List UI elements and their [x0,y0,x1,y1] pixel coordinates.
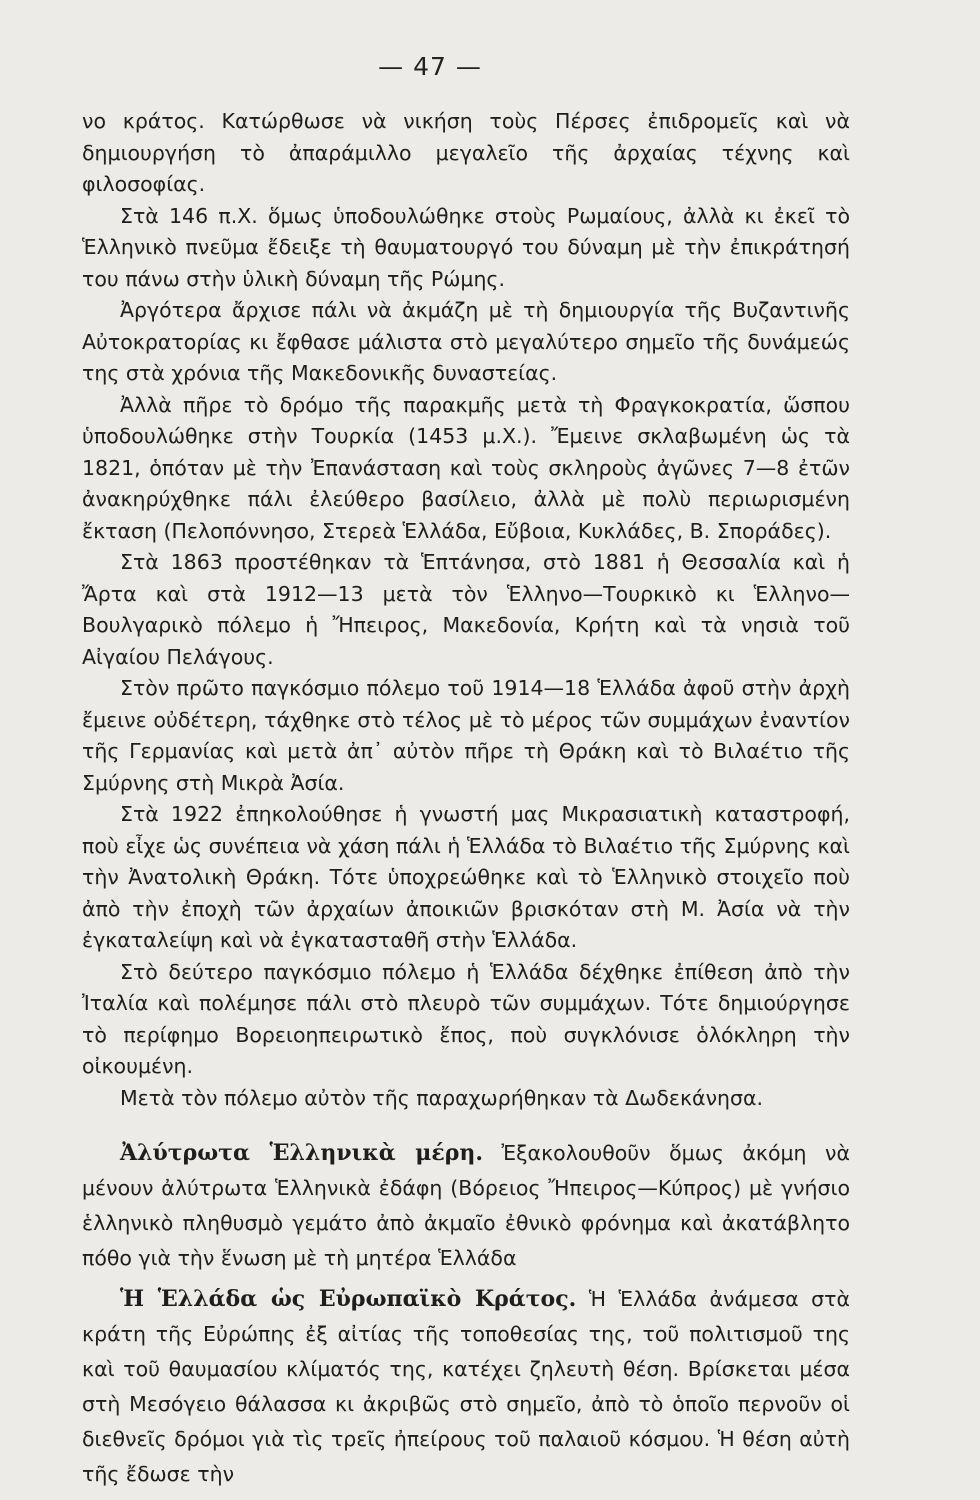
paragraph: Στὰ 146 π.Χ. ὅμως ὑποδουλώθηκε στοὺς Ρωμαίους, ἀλλὰ κι ἐκεῖ τὸ Ἑλληνικὸ πνεῦμα ἔδειξε τὴ θαυματουργό του δύναμη μὲ τὴν ἐπικράτησή του πάνω στὴν ὑλικὴ δύναμη τῆς Ρώμης. [82,203,850,291]
paragraph: Ἀλλὰ πῆρε τὸ δρόμο τῆς παρακμῆς μετὰ τὴ Φραγκοκρατία, ὥσπου ὑποδουλώθηκε στὴν Τουρκία (1453 μ.Χ.). Ἔμεινε σκλαβωμένη ὡς τὰ 1821, ὁπόταν μὲ τὴν Ἐπανάσταση καὶ τοὺς σκληροὺς ἀγῶνες 7—8 ἐτῶν ἀνακηρύχθηκε πάλι ἐλεύθερο βασίλειο, ἀλλὰ μὲ πολὺ περιωρισμένη ἔκταση (Πελοπόννησο, Στερεὰ Ἑλλάδα, Εὔβοια, Κυκλάδες, Β. Σποράδες). [82,392,850,543]
section-european-state [82,1282,850,1492]
body-text [82,106,850,1492]
paragraph: Ἀργότερα ἄρχισε πάλι νὰ ἀκμάζη μὲ τὴ δημιουργία τῆς Βυζαντινῆς Αὐτοκρατορίας κι ἔφθασε μάλιστα στὸ μεγαλύτερο σημεῖο τῆς δυνάμεώς της στὰ χρόνια τῆς Μακεδονικῆς δυναστείας. [82,298,850,385]
section-text: Ἡ Ἑλλάδα ἀνάμεσα στὰ κράτη τῆς Εὐρώπης ἐξ αἰτίας τῆς τοποθεσίας της, τοῦ πολιτισμοῦ της καὶ τοῦ θαυμασίου κλίματός της, κατέχει ζηλευτὴ θέση. Βρίσκεται μέσα στὴ Μεσόγειο θάλασσα κι ἀκριβῶς στὸ σημεῖο, ἀπὸ τὸ ὁποῖο περνοῦν οἱ διεθνεῖς δρόμοι γιὰ τὶς τρεῖς ἠπείρους τοῦ παλαιοῦ κόσμου. Ἡ θέση αὐτὴ τῆς ἔδωσε τὴν [82,1287,850,1486]
section-heading: Ἡ Ἑλλάδα ὡς Εὐρωπαϊκὸ Κράτος. [120,1286,577,1312]
section-unredeemed [82,1136,850,1276]
paragraph: Στὰ 1863 προστέθηκαν τὰ Ἑπτάνησα, στὸ 1881 ἡ Θεσσαλία καὶ ἡ Ἄρτα καὶ στὰ 1912—13 μετὰ τὸν Ἑλληνο—Τουρκικὸ κι Ἑλληνο—Βουλγαρικὸ πόλεμο ἡ Ἤπειρος, Μακεδονία, Κρήτη καὶ τὰ νησιὰ τοῦ Αἰγαίου Πελάγους. [82,550,850,669]
paragraph: Στὸν πρῶτο παγκόσμιο πόλεμο τοῦ 1914—18 Ἑλλάδα ἀφοῦ στὴν ἀρχὴ ἔμεινε οὐδέτερη, τάχθηκε στὸ τέλος μὲ τὸ μέρος τῶν συμμάχων ἐναντίον τῆς Γερμανίας καὶ μετὰ ἀπ᾿ αὐτὸν πῆρε τὴ Θράκη καὶ τὸ Βιλαέτιο τῆς Σμύρνης στὴ Μικρὰ Ἀσία. [82,676,850,795]
paragraph: νο κράτος. Κατώρθωσε νὰ νικήση τοὺς Πέρσες ἐπιδρομεῖς καὶ νὰ δημιουργήση τὸ ἀπαράμιλλο μεγαλεῖο τῆς ἀρχαίας τέχνης καὶ φιλοσοφίας. [82,109,850,196]
page-number: — 47 — [378,52,482,81]
paragraph: Μετὰ τὸν πόλεμο αὐτὸν τῆς παραχωρήθηκαν τὰ Δωδεκάνησα. [120,1085,764,1110]
section-heading: Ἀλύτρωτα Ἑλληνικὰ μέρη. [120,1140,484,1166]
paragraph: Στὸ δεύτερο παγκόσμιο πόλεμο ἡ Ἑλλάδα δέχθηκε ἐπίθεση ἀπὸ τὴν Ἰταλία καὶ πολέμησε πάλι στὸ πλευρὸ τῶν συμμάχων. Τότε δημιούργησε τὸ περίφημο Βορειοηπειρωτικὸ ἔπος, ποὺ συγκλόνισε ὁλόκληρη τὴν οἰκουμένη. [82,959,850,1078]
paragraph: Στὰ 1922 ἐπηκολούθησε ἡ γνωστή μας Μικρασιατικὴ καταστροφή, ποὺ εἶχε ὡς συνέπεια νὰ χάση πάλι ἡ Ἑλλάδα τὸ Βιλαέτιο τῆς Σμύρνης καὶ τὴν Ἀνατολικὴ Θράκη. Τότε ὑποχρεώθηκε καὶ τὸ Ἑλληνικὸ στοιχεῖο ποὺ ἀπὸ τὴν ἐποχὴ τῶν ἀρχαίων ἀποικιῶν βρισκόταν στὴ Μ. Ἀσία νὰ τὴν ἐγκαταλείψη καὶ νὰ ἐγκατασταθῆ στὴν Ἑλλάδα. [82,802,850,952]
section-text: Ἐξακολουθοῦν ὅμως ἀκόμη νὰ μένουν ἀλύτρωτα Ἑλληνικὰ ἐδάφη (Βόρειος Ἤπειρος—Κύπρος) μὲ γνήσιο ἑλληνικὸ πληθυσμὸ γεμάτο ἀπὸ ἀκμαῖο ἐθνικὸ φρόνημα καὶ ἀκατάβλητο πόθο γιὰ τὴν ἕνωση μὲ τὴ μητέρα Ἑλλάδα [82,1141,850,1270]
